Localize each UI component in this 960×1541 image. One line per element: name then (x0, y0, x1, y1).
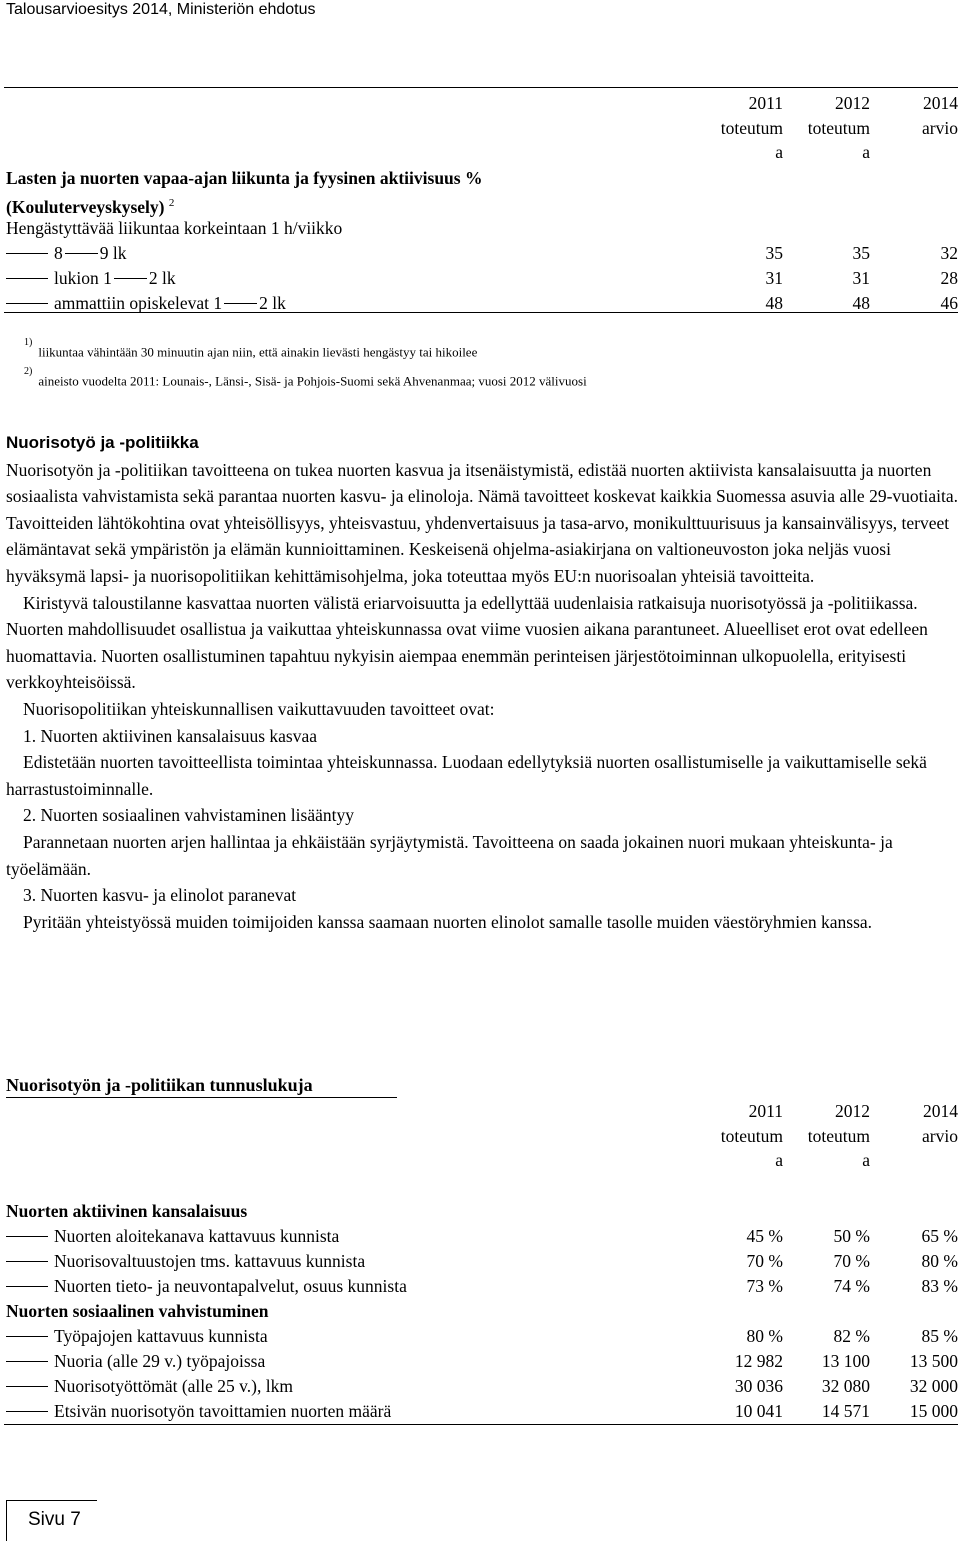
goal-1-title: 1. Nuorten aktiivinen kansalaisuus kasvaa (23, 725, 318, 746)
document-header-title: Talousarvioesitys 2014, Ministeriön ehdotus (6, 1, 316, 18)
paragraph-2: Kiristyvä taloustilanne kasvattaa nuorten välistä eriarvoisuutta ja edellyttää uudenlaisia ratkaisuja nuorisotyössä ja -politiikassa. Nuorten mahdollisuudet osallistua ja vaikuttaa yhteiskunnassa ovat viime vuosien aikana parantuneet. Alueelliset erot ovat edelleen huomattavia. Nuorten osallistuminen tapahtuu nykyisin aiempaa enemmän perinteisen järjestötoiminnan ulkopuolella, erityisesti verkkoyhteisöissä. (6, 592, 928, 693)
table-row: Työpajojen kattavuus kunnista 80 % 82 % 85 % (6, 1324, 958, 1349)
table-top-rule (4, 87, 958, 88)
goal-3-title: 3. Nuorten kasvu- ja elinolot paranevat (23, 885, 297, 906)
page-number: Sivu 7 (28, 1509, 81, 1530)
table-header-row (6, 1099, 958, 1199)
dash-icon (6, 1411, 48, 1412)
column-header-2014: 2014 arvio (922, 1101, 958, 1146)
goal-2-text: Parannetaan nuorten arjen hallintaa ja ehkäistään syrjäytymistä. Tavoitteena on saada jokainen nuori mukaan yhteiskunta- ja työelämään. (6, 831, 893, 879)
dash-icon (6, 1286, 48, 1287)
dash-icon (65, 253, 98, 254)
indicators-table (6, 1099, 958, 1424)
paragraph-3: Nuorisopolitiikan yhteiskunnallisen vaikuttavuuden tavoitteet ovat: (23, 698, 495, 719)
table-row: ammattiin opiskelevat 1 2 lk 48 48 46 (6, 291, 958, 316)
column-header-2012: 2012 toteutum a (807, 1101, 870, 1170)
dash-icon (6, 1236, 48, 1237)
section-body (6, 430, 958, 935)
table-row: Nuorisotyöttömät (alle 25 v.), lkm 30 036 32 080 32 000 (6, 1374, 958, 1399)
dash-icon (6, 1336, 48, 1337)
table-row: Nuorten tieto- ja neuvontapalvelut, osuus kunnista 73 % 74 % 83 % (6, 1274, 958, 1299)
table-header-row (6, 91, 958, 166)
table-subtitle-row: Hengästyttävää liikuntaa korkeintaan 1 h/viikko (6, 218, 343, 238)
table-title-row: Lasten ja nuorten vapaa-ajan liikunta ja fyysinen aktiivisuus % (6, 168, 483, 188)
footnote-1: $^{1)}$liikuntaa vähintään 30 minuutin ajan niin, että ainakin lievästi hengästyy tai hikoilee (24, 337, 478, 360)
goal-1-text: Edistetään nuorten tavoitteellista toimintaa yhteiskunnassa. Luodaan edellytyksiä nuorten osallistumiselle ja vaikuttamiselle sekä harrastustoiminnalle. (6, 752, 927, 799)
table-bottom-rule (4, 312, 958, 313)
table-bottom-rule (4, 1424, 958, 1425)
dash-icon (6, 253, 48, 254)
table-row: Etsivän nuorisotyön tavoittamien nuorten määrä 10 041 14 571 15 000 (6, 1399, 958, 1424)
column-header-2011: 2011 toteutum a (720, 1101, 783, 1170)
table-row: lukion 1 2 lk 31 31 28 (6, 266, 958, 291)
table-row: 8 9 lk 35 35 32 (6, 241, 958, 266)
column-header-2011: 2011 toteutum a (720, 93, 783, 162)
dash-icon (6, 1361, 48, 1362)
dash-icon (6, 303, 48, 304)
table-title-row-2: (Kouluterveyskysely) $^2$ (6, 196, 175, 217)
dash-icon (114, 278, 147, 279)
goal-2-title: 2. Nuorten sosiaalinen vahvistaminen lisääntyy (23, 805, 354, 826)
footnotes (24, 336, 587, 395)
table-row: Nuorten aloitekanava kattavuus kunnista 45 % 50 % 65 % (6, 1224, 958, 1249)
footnote-2: $^{2)}$aineisto vuodelta 2011: Lounais-, Länsi-, Sisä- ja Pohjois-Suomi sekä Ahvenanmaa; vuosi 2012 välivuosi (24, 366, 587, 389)
dash-icon (6, 278, 48, 279)
column-header-2014: 2014 arvio (922, 93, 958, 138)
table-row: Nuorisovaltuustojen tms. kattavuus kunnista 70 % 70 % 80 % (6, 1249, 958, 1274)
group-heading-row: Nuorten sosiaalinen vahvistuminen (6, 1301, 269, 1321)
goal-3-text: Pyritään yhteistyössä muiden toimijoiden kanssa saamaan nuorten elinolot samalle tasolle muiden väestöryhmien kanssa. (23, 911, 873, 932)
liikunta-table (6, 91, 958, 316)
paragraph-1: Nuorisotyön ja -politiikan tavoitteena on tukea nuorten kasvua ja itsenäistymistä, edistää nuorten aktiivista kansalaisuutta ja nuorten sosiaalista vahvistamista sekä parantaa nuorten kasvu- ja elinoloja. Nämä tavoitteet koskevat kaikkia Suomessa asuvia alle 29-vuotiaita. Tavoitteiden lähtökohtina ovat yhteisöllisyys, yhteisvastuu, yhdenvertaisuus ja tasa-arvo, monikulttuurisuus ja kansainvälisyys, terveet elämäntavat sekä ympäristön ja elämän kunnioittaminen. Keskeisenä ohjelma-asiakirjana on valtioneuvoston joka neljäs vuosi hyväksymä lapsi- ja nuorisopolitiikan kehittämisohjelma, joka toteuttaa myös EU:n nuorisoalan yhteisiä tavoitteita. (6, 459, 959, 586)
section-heading: Nuorisotyö ja -politiikka (6, 433, 199, 452)
dash-icon (6, 1386, 48, 1387)
dash-icon (224, 303, 257, 304)
dash-icon (6, 1261, 48, 1262)
table-row: Nuoria (alle 29 v.) työpajoissa 12 982 13 100 13 500 (6, 1349, 958, 1374)
group-heading-row: Nuorten aktiivinen kansalaisuus (6, 1201, 248, 1221)
column-header-2012: 2012 toteutum a (807, 93, 870, 162)
indicators-title: Nuorisotyön ja -politiikan tunnuslukuja (6, 1073, 397, 1098)
